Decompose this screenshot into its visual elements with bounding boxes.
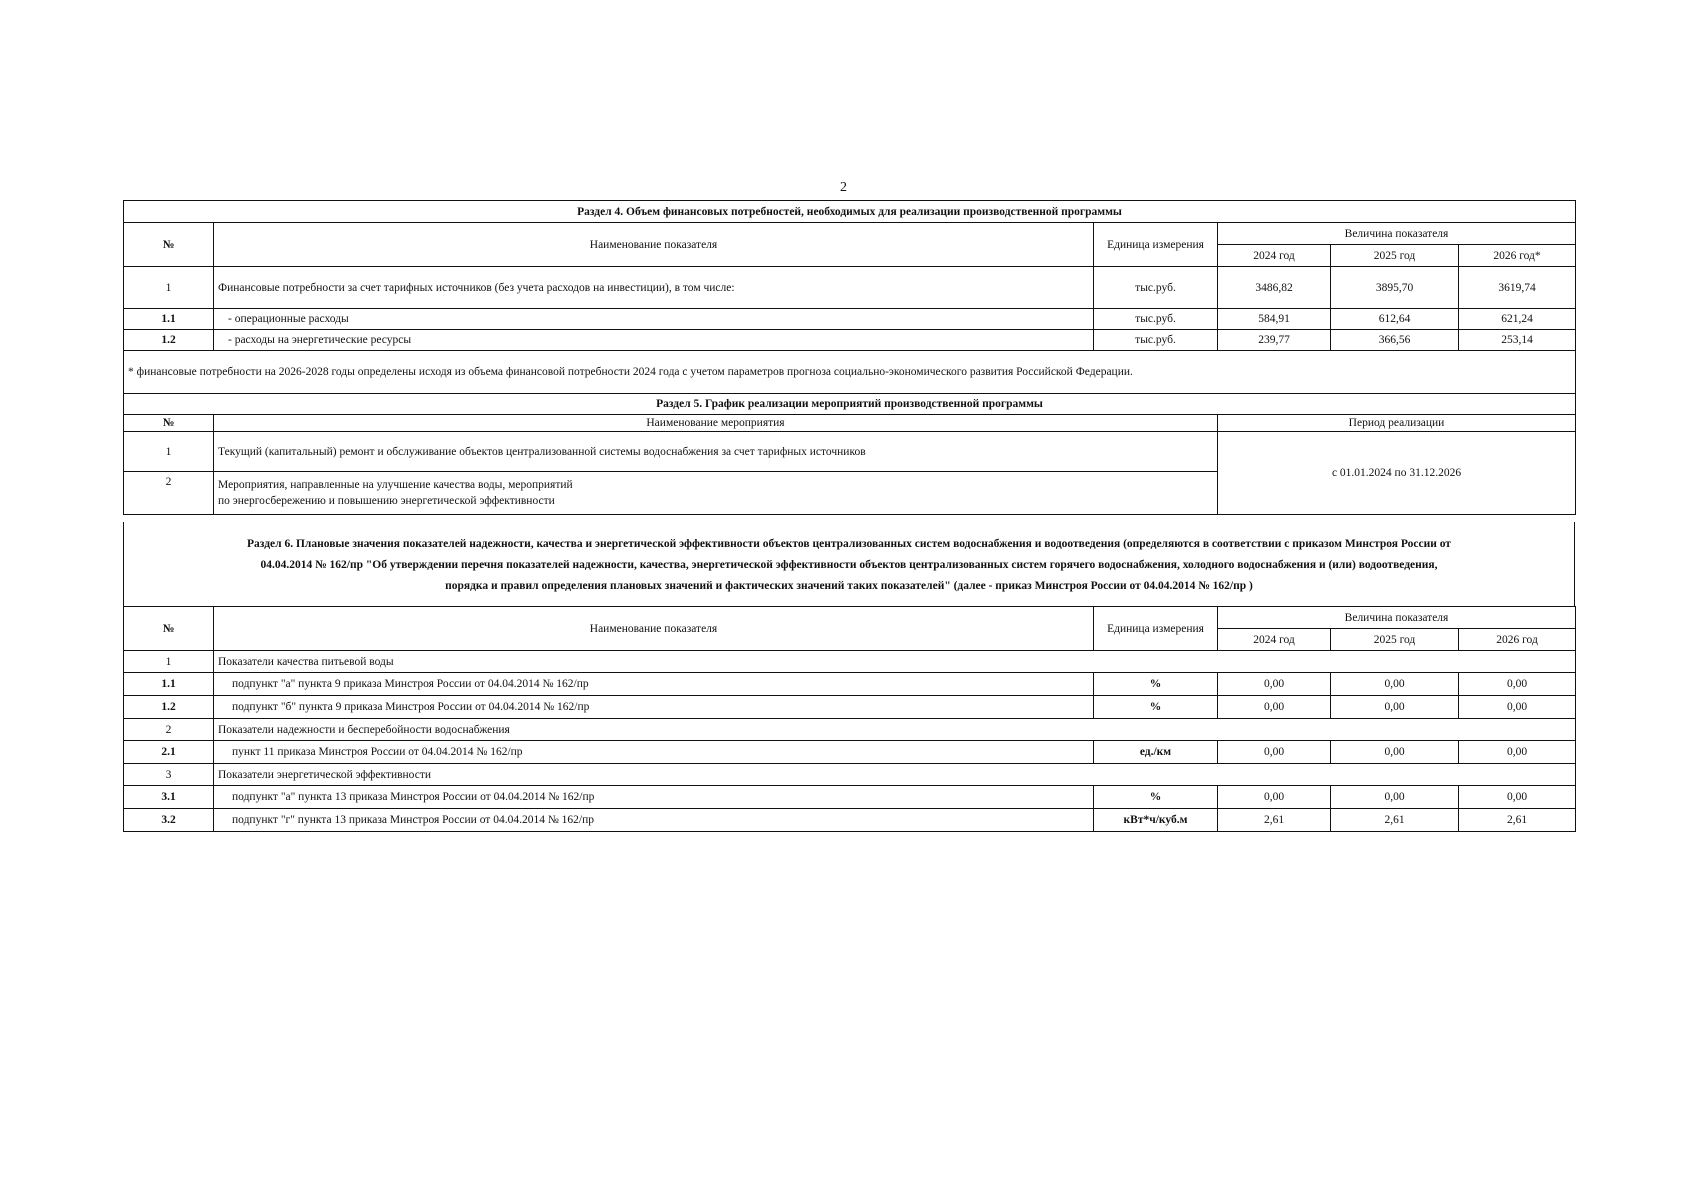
row-num: 2.1 bbox=[124, 741, 214, 764]
header-unit: Единица измерения bbox=[1094, 607, 1218, 651]
row-unit: % bbox=[1094, 696, 1218, 719]
row-value: 0,00 bbox=[1459, 741, 1576, 764]
row-unit: кВт*ч/куб.м bbox=[1094, 809, 1218, 832]
header-name: Наименование показателя bbox=[214, 607, 1094, 651]
header-year: 2024 год bbox=[1218, 245, 1331, 267]
group-row bbox=[124, 764, 1576, 786]
row-num: 3.1 bbox=[124, 786, 214, 809]
header-name: Наименование показателя bbox=[214, 223, 1094, 267]
row-num: 1.2 bbox=[124, 330, 214, 351]
table-row bbox=[124, 786, 1576, 809]
row-value: 2,61 bbox=[1218, 809, 1331, 832]
row-value: 0,00 bbox=[1459, 673, 1576, 696]
table-row bbox=[124, 741, 1576, 764]
row-num: 3 bbox=[124, 764, 214, 786]
header-unit: Единица измерения bbox=[1094, 223, 1218, 267]
row-value: 366,56 bbox=[1331, 330, 1459, 351]
row-value: 0,00 bbox=[1218, 696, 1331, 719]
row-name bbox=[214, 472, 1218, 515]
row-name-line: Мероприятия, направленные на улучшение качества воды, мероприятий bbox=[218, 479, 573, 491]
row-num: 1.2 bbox=[124, 696, 214, 719]
row-value: 3619,74 bbox=[1459, 267, 1576, 309]
row-name: Показатели энергетической эффективности bbox=[214, 764, 1576, 786]
header-num: № bbox=[124, 415, 214, 432]
row-name: подпункт "г" пункта 13 приказа Минстроя России от 04.04.2014 № 162/пр bbox=[214, 809, 1094, 832]
row-value: 0,00 bbox=[1331, 673, 1459, 696]
row-name: подпункт "б" пункта 9 приказа Минстроя России от 04.04.2014 № 162/пр bbox=[214, 696, 1094, 719]
row-value: 0,00 bbox=[1218, 673, 1331, 696]
row-name: пункт 11 приказа Минстроя России от 04.04.2014 № 162/пр bbox=[214, 741, 1094, 764]
footnote: * финансовые потребности на 2026-2028 годы определены исходя из объема финансовой потребности 2024 года с учетом параметров прогноза социально-экономического развития Российской Федерации. bbox=[124, 351, 1576, 393]
row-unit: тыс.руб. bbox=[1094, 267, 1218, 309]
header-year: 2026 год bbox=[1459, 629, 1576, 651]
header-num: № bbox=[124, 223, 214, 267]
row-unit: тыс.руб. bbox=[1094, 309, 1218, 330]
header-value-group: Величина показателя bbox=[1218, 607, 1576, 629]
row-num: 1 bbox=[124, 267, 214, 309]
row-name: - расходы на энергетические ресурсы bbox=[214, 330, 1094, 351]
header-year: 2026 год* bbox=[1459, 245, 1576, 267]
row-num: 1 bbox=[124, 651, 214, 673]
row-unit: % bbox=[1094, 673, 1218, 696]
row-value: 0,00 bbox=[1459, 786, 1576, 809]
row-name: подпункт "а" пункта 9 приказа Минстроя России от 04.04.2014 № 162/пр bbox=[214, 673, 1094, 696]
row-name: Показатели надежности и бесперебойности водоснабжения bbox=[214, 719, 1576, 741]
row-value: 0,00 bbox=[1331, 696, 1459, 719]
table-row bbox=[124, 267, 1576, 309]
header-period: Период реализации bbox=[1218, 415, 1576, 432]
table-row bbox=[124, 309, 1576, 330]
section6-title-line: порядка и правил определения плановых значений и фактических значений таких показателей" (далее - приказ Минстроя России от 04.04.2014 № 162/пр ) bbox=[445, 580, 1253, 592]
row-value: 2,61 bbox=[1331, 809, 1459, 832]
row-value: 0,00 bbox=[1459, 696, 1576, 719]
period-value: с 01.01.2024 по 31.12.2026 bbox=[1218, 432, 1576, 515]
table-row bbox=[124, 432, 1576, 472]
row-name: подпункт "а" пункта 13 приказа Минстроя России от 04.04.2014 № 162/пр bbox=[214, 786, 1094, 809]
row-num: 1 bbox=[124, 432, 214, 472]
row-value: 0,00 bbox=[1331, 741, 1459, 764]
group-row bbox=[124, 651, 1576, 673]
table-row bbox=[124, 809, 1576, 832]
section5-table bbox=[123, 393, 1576, 515]
row-name: - операционные расходы bbox=[214, 309, 1094, 330]
row-value: 2,61 bbox=[1459, 809, 1576, 832]
section4-title: Раздел 4. Объем финансовых потребностей, необходимых для реализации производственной программы bbox=[124, 201, 1576, 223]
section4-table bbox=[123, 200, 1576, 393]
row-name: Показатели качества питьевой воды bbox=[214, 651, 1576, 673]
table-row bbox=[124, 673, 1576, 696]
row-name: Текущий (капитальный) ремонт и обслуживание объектов централизованной системы водоснабжения за счет тарифных источников bbox=[214, 432, 1218, 472]
row-num: 1.1 bbox=[124, 309, 214, 330]
header-year: 2025 год bbox=[1331, 629, 1459, 651]
row-value: 621,24 bbox=[1459, 309, 1576, 330]
header-name: Наименование мероприятия bbox=[214, 415, 1218, 432]
row-value: 0,00 bbox=[1331, 786, 1459, 809]
row-unit: тыс.руб. bbox=[1094, 330, 1218, 351]
section6-title bbox=[123, 522, 1575, 606]
section6-title-line: Раздел 6. Плановые значения показателей надежности, качества и энергетической эффективности объектов централизованных систем водоснабжения и водоотведения (определяются в соответствии с приказом Минстроя России от bbox=[247, 538, 1451, 550]
row-name-line: по энергосбережению и повышению энергетической эффективности bbox=[218, 495, 555, 507]
section5-title: Раздел 5. График реализации мероприятий производственной программы bbox=[124, 394, 1576, 415]
row-value: 3486,82 bbox=[1218, 267, 1331, 309]
header-year: 2024 год bbox=[1218, 629, 1331, 651]
row-value: 0,00 bbox=[1218, 741, 1331, 764]
section6-table bbox=[123, 606, 1576, 832]
row-name: Финансовые потребности за счет тарифных источников (без учета расходов на инвестиции), в том числе: bbox=[214, 267, 1094, 309]
row-num: 2 bbox=[124, 719, 214, 741]
row-value: 253,14 bbox=[1459, 330, 1576, 351]
row-value: 0,00 bbox=[1218, 786, 1331, 809]
group-row bbox=[124, 719, 1576, 741]
row-num: 2 bbox=[124, 472, 214, 515]
section6-title-line: 04.04.2014 № 162/пр "Об утверждении перечня показателей надежности, качества, энергетической эффективности объектов централизованных систем горячего водоснабжения, холодного водоснабжения и (или) водоотведения, bbox=[260, 559, 1438, 571]
row-num: 3.2 bbox=[124, 809, 214, 832]
table-row bbox=[124, 330, 1576, 351]
row-value: 584,91 bbox=[1218, 309, 1331, 330]
row-unit: ед./км bbox=[1094, 741, 1218, 764]
header-year: 2025 год bbox=[1331, 245, 1459, 267]
page-number: 2 bbox=[840, 180, 847, 195]
row-num: 1.1 bbox=[124, 673, 214, 696]
table-row bbox=[124, 696, 1576, 719]
row-value: 239,77 bbox=[1218, 330, 1331, 351]
row-value: 3895,70 bbox=[1331, 267, 1459, 309]
header-value-group: Величина показателя bbox=[1218, 223, 1576, 245]
row-value: 612,64 bbox=[1331, 309, 1459, 330]
row-unit: % bbox=[1094, 786, 1218, 809]
header-num: № bbox=[124, 607, 214, 651]
